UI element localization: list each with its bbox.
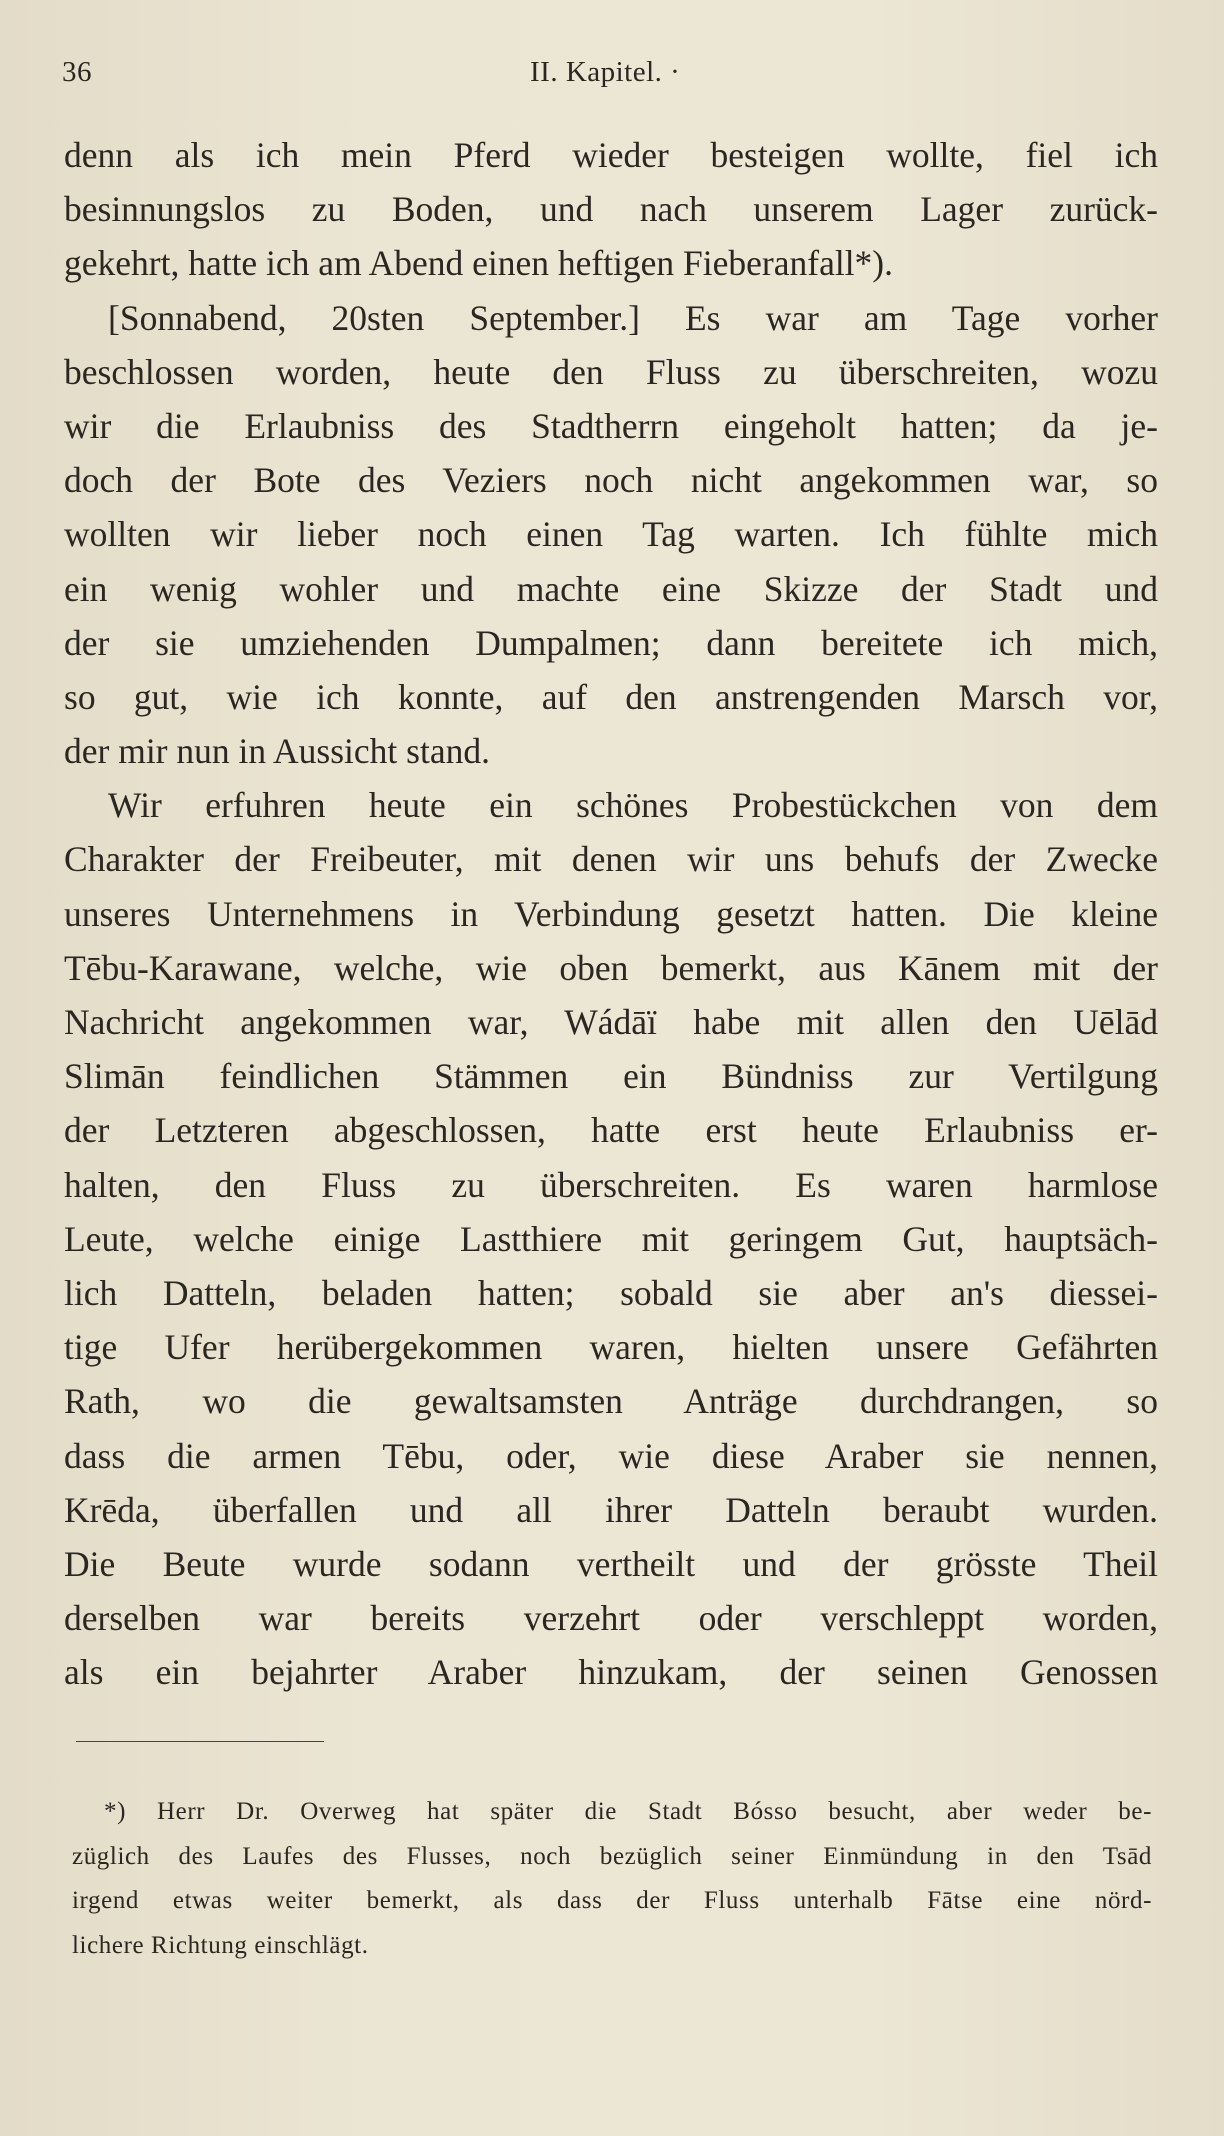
text-line: beschlossen worden, heute den Fluss zu überschreiten, wozu	[64, 351, 1158, 392]
text-line: Krēda, überfallen und all ihrer Datteln beraubt wurden.	[64, 1489, 1158, 1530]
text-line: Wir erfuhren heute ein schönes Probestückchen von dem	[108, 785, 1158, 826]
text-line: der Letzteren abgeschlossen, hatte erst heute Erlaubniss er-	[64, 1110, 1158, 1151]
text-line: denn als ich mein Pferd wieder besteigen wollte, fiel ich	[64, 135, 1158, 175]
text-line: Die Beute wurde sodann vertheilt und der grösste Theil	[64, 1543, 1158, 1584]
text-line: dass die armen Tēbu, oder, wie diese Araber sie nennen,	[64, 1435, 1158, 1476]
text-line: halten, den Fluss zu überschreiten. Es waren harmlose	[64, 1164, 1158, 1205]
text-line: der mir nun in Aussicht stand.	[64, 731, 490, 772]
text-line: wir die Erlaubniss des Stadtherrn eingeholt hatten; da je-	[64, 405, 1158, 446]
footnote-line: irgend etwas weiter bemerkt, als dass der Fluss unterhalb Fātse eine nörd-	[72, 1887, 1152, 1914]
text-line: tige Ufer herübergekommen waren, hielten unsere Gefährten	[64, 1327, 1158, 1368]
text-line: unseres Unternehmens in Verbindung gesetzt hatten. Die kleine	[64, 893, 1158, 934]
text-line: Tēbu-Karawane, welche, wie oben bemerkt, aus Kānem mit der	[64, 947, 1158, 988]
running-head	[62, 56, 1162, 100]
text-line: derselben war bereits verzehrt oder verschleppt worden,	[64, 1598, 1158, 1639]
text-line: Slimān feindlichen Stämmen ein Bündniss zur Vertilgung	[64, 1056, 1158, 1097]
text-line: besinnungslos zu Boden, und nach unserem Lager zurück-	[64, 189, 1158, 230]
text-line: Leute, welche einige Lastthiere mit geringem Gut, hauptsäch-	[64, 1218, 1158, 1259]
text-line: Charakter der Freibeuter, mit denen wir uns behufs der Zwecke	[64, 839, 1158, 880]
text-line: ein wenig wohler und machte eine Skizze der Stadt und	[64, 568, 1158, 609]
text-line: gekehrt, hatte ich am Abend einen heftigen Fieberanfall*).	[64, 243, 893, 284]
footnote	[72, 1790, 1152, 1968]
text-line: [Sonnabend, 20sten September.] Es war am Tage vorher	[108, 297, 1158, 338]
text-line: wollten wir lieber noch einen Tag warten. Ich fühlte mich	[64, 514, 1158, 555]
footnote-divider	[76, 1741, 324, 1742]
text-line: doch der Bote des Veziers noch nicht angekommen war, so	[64, 460, 1158, 501]
page-number: 36	[62, 56, 92, 88]
text-line: als ein bejahrter Araber hinzukam, der seinen Genossen	[64, 1652, 1158, 1693]
footnote-line: *) Herr Dr. Overweg hat später die Stadt Bósso besucht, aber weder be-	[104, 1798, 1152, 1825]
text-line: Nachricht angekommen war, Wádāï habe mit allen den Uēlād	[64, 1002, 1158, 1042]
chapter-heading: II. Kapitel. ·	[530, 56, 681, 88]
footnote-line: züglich des Laufes des Flusses, noch bezüglich seiner Einmündung in den Tsād	[72, 1842, 1152, 1870]
text-line: Rath, wo die gewaltsamsten Anträge durchdrangen, so	[64, 1381, 1158, 1422]
text-line: der sie umziehenden Dumpalmen; dann bereitete ich mich,	[64, 622, 1158, 663]
text-line: so gut, wie ich konnte, auf den anstrengenden Marsch vor,	[64, 676, 1158, 717]
text-line: lich Datteln, beladen hatten; sobald sie aber an's diessei-	[64, 1272, 1158, 1313]
body-text	[64, 128, 1158, 1699]
footnote-line: lichere Richtung einschlägt.	[72, 1931, 369, 1959]
